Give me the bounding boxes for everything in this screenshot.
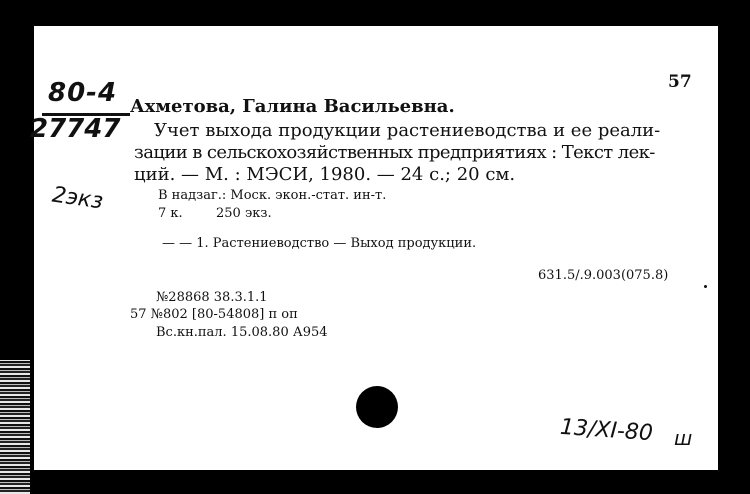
author: Ахметова, Галина Васильевна.	[130, 96, 455, 117]
note-header: В надзаг.: Моск. экон.-стат. ин-т.	[158, 188, 387, 203]
title-line-2: зации в сельскохозяйственных предприятиях : Текст лек-	[134, 142, 655, 163]
title-line-1: Учет выхода продукции растениеводства и ее реали-	[154, 120, 661, 141]
call-number-bottom: 27747	[30, 114, 121, 144]
registry-line-2: 57 №802 [80-54808] п оп	[130, 307, 298, 322]
registry-line-1: №28868 38.3.1.1	[156, 290, 268, 305]
copies-note: 2экз	[50, 182, 105, 215]
scan-edge-right	[720, 30, 750, 494]
handwritten-date: 13/XI-80	[559, 414, 654, 447]
subject-heading: — — 1. Растениеводство — Выход продукции.	[162, 236, 477, 251]
title-line-3: ций. — М. : МЭСИ, 1980. — 24 с.; 20 см.	[134, 164, 516, 185]
print-run: 250 экз.	[216, 206, 272, 221]
registry-line-3: Вс.кн.пал. 15.08.80 А954	[156, 325, 328, 340]
price: 7 к.	[158, 206, 183, 221]
scan-edge-strip	[0, 360, 30, 494]
catalog-card	[30, 26, 718, 470]
page-number: 57	[668, 72, 692, 92]
handwritten-signature: ш	[674, 426, 693, 450]
call-number-top: 80-4	[48, 78, 118, 108]
punch-hole	[356, 386, 398, 428]
classification: 631.5/.9.003(075.8)	[538, 268, 669, 283]
ink-dot	[704, 285, 707, 288]
